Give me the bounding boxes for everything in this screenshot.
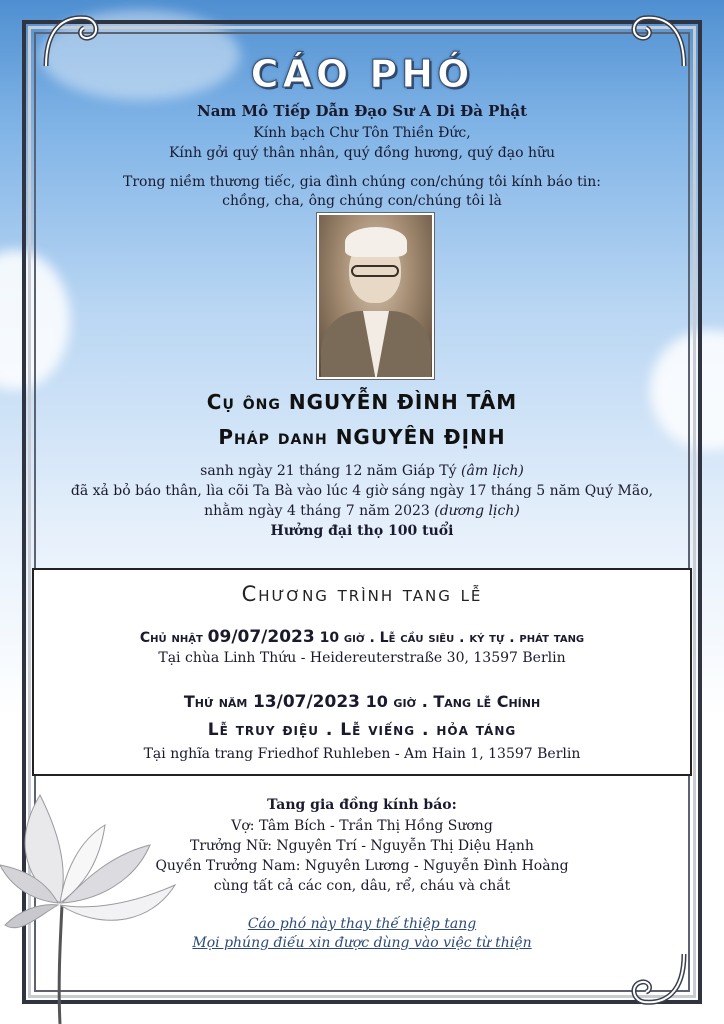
name-prefix: Cụ ông (206, 390, 281, 414)
birth-note: (âm lịch) (461, 463, 524, 479)
note-donations: Mọi phúng điếu xin được dùng vào việc từ thiện (192, 935, 532, 951)
dharma-prefix: Pháp danh (218, 425, 328, 449)
program-title: Chương trình tang lễ (241, 582, 483, 606)
event-1-time: 10 giờ (319, 630, 365, 646)
family-others: cùng tất cả các con, dâu, rể, cháu và chắt (213, 878, 511, 894)
solar-note: (dương lịch) (434, 503, 520, 519)
deceased-name-line (0, 390, 724, 414)
age-line: Hưởng đại thọ 100 tuổi (270, 523, 454, 539)
greeting-line-1: Kính bạch Chư Tôn Thiền Đức, (253, 125, 471, 141)
event-1-place: Tại chùa Linh Thứu - Heidereuterstraße 30, 13597 Berlin (158, 650, 566, 666)
eldest-daughter-label: Trưởng Nữ: (190, 838, 272, 854)
wife-name: Tâm Bích - Trần Thị Hồng Sương (258, 818, 493, 834)
event-2-desc: . Tang lễ Chính (421, 692, 541, 711)
eldest-son-name: Nguyên Lương - Nguyễn Đình Hoàng (304, 858, 569, 874)
dharma-name: NGUYÊN ĐỊNH (335, 425, 506, 449)
eldest-son-label: Quyền Trưởng Nam: (155, 858, 301, 874)
event-2-date: 13/07/2023 (252, 692, 360, 712)
family-wife (0, 818, 724, 834)
event-2-line (0, 692, 724, 712)
greeting-line-2: Kính gởi quý thân nhân, quý đồng hương, quý đạo hữu (168, 145, 556, 161)
family-heading: Tang gia đồng kính báo: (267, 797, 457, 813)
deceased-name: NGUYỄN ĐÌNH TÂM (288, 390, 518, 414)
passing-line: đã xả bỏ báo thân, lìa cõi Ta Bà vào lúc 4 giờ sáng ngày 17 tháng 5 năm Quý Mão, (70, 483, 654, 499)
event-1-line (0, 627, 724, 647)
event-2-time: 10 giờ (365, 692, 417, 711)
birth-line (0, 463, 724, 479)
announcement-line-1: Trong niềm thương tiếc, gia đình chúng con/chúng tôi kính báo tin: (123, 174, 601, 190)
dharma-name-line (0, 425, 724, 449)
event-2-place: Tại nghĩa trang Friedhof Ruhleben - Am Hain 1, 13597 Berlin (143, 746, 581, 762)
family-eldest-son (0, 858, 724, 874)
event-1-desc: . Lễ cầu siêu . ký tự . phát tang (369, 630, 585, 646)
birth-text: sanh ngày 21 tháng 12 năm Giáp Tý (200, 463, 457, 479)
note-replaces-card: Cáo phó này thay thế thiệp tang (247, 916, 477, 932)
portrait-photo (317, 213, 434, 379)
event-1-day: Chủ nhật (139, 630, 203, 646)
eldest-daughter-name: Nguyên Trí - Nguyễn Thị Diệu Hạnh (276, 838, 534, 854)
wife-label: Vợ: (231, 818, 255, 834)
solar-date-line (0, 503, 724, 519)
invocation: Nam Mô Tiếp Dẫn Đạo Sư A Di Đà Phật (196, 102, 527, 120)
page-title: CÁO PHÓ (250, 52, 474, 96)
event-2-desc-2: Lễ truy điệu . Lễ viếng . hỏa táng (207, 720, 517, 740)
family-eldest-daughter (0, 838, 724, 854)
announcement-line-2: chồng, cha, ông chúng con/chúng tôi là (222, 193, 502, 209)
corner-ornament-icon (624, 944, 694, 1014)
event-2-day: Thứ năm (183, 692, 248, 711)
event-1-date: 09/07/2023 (207, 627, 315, 647)
solar-text: nhằm ngày 4 tháng 7 năm 2023 (204, 503, 430, 519)
